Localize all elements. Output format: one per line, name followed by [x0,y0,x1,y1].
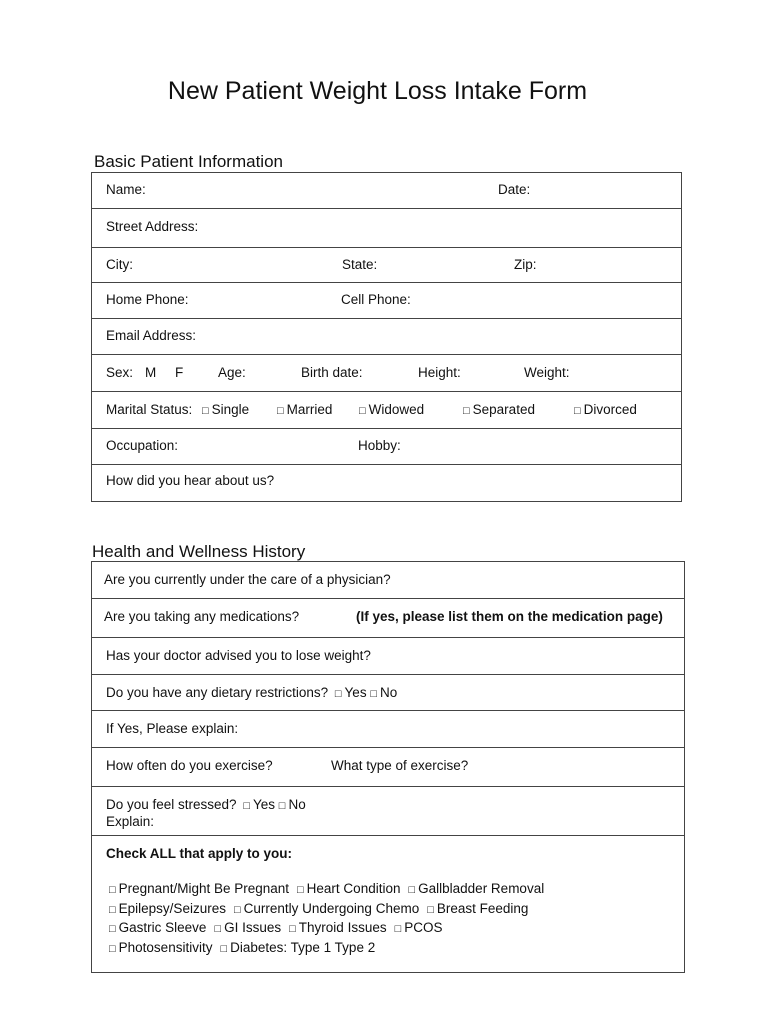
exercise-frequency-question: How often do you exercise? [106,758,273,773]
marital-option-separated[interactable] [463,402,535,419]
condition-label: PCOS [404,920,443,935]
conditions-line [109,900,552,920]
checkbox-icon[interactable]: □ [574,405,581,417]
dietary-row [92,675,684,711]
condition-option[interactable] [234,901,419,916]
condition-label: Epilepsy/Seizures [118,900,226,916]
conditions-row [92,836,684,972]
physician-question: Are you currently under the care of a physician? [104,572,391,587]
checkbox-icon[interactable]: □ [109,942,116,955]
medications-question: Are you taking any medications? [104,609,300,624]
condition-label: Gallbladder Removal [418,881,545,896]
condition-label: Thyroid Issues [298,920,387,935]
date-label: Date: [498,182,531,197]
height-label: Height: [418,365,461,380]
marital-option-widowed[interactable] [359,402,424,419]
basic-info-table [91,172,682,502]
condition-option[interactable] [427,901,528,916]
conditions-line [109,919,552,939]
checkbox-icon[interactable]: □ [109,884,116,896]
conditions-line [109,880,552,900]
checkbox-icon[interactable]: □ [220,942,228,955]
condition-label: Pregnant/Might Be Pregnant [118,881,290,896]
condition-label: GI Issues [224,920,282,935]
checkbox-icon[interactable]: □ [408,884,416,896]
basic-info-heading: Basic Patient Information [94,152,283,171]
checkbox-icon[interactable]: □ [243,800,250,812]
occupation-label: Occupation: [106,438,179,453]
sex-m-option: M [145,365,157,380]
checkbox-icon[interactable]: □ [202,405,209,417]
dietary-yes-option: Yes [344,685,367,700]
condition-label: Heart Condition [306,881,401,896]
health-history-table [91,561,685,973]
marital-row [92,392,681,429]
checkbox-icon[interactable]: □ [277,405,284,417]
checkbox-icon[interactable]: □ [109,923,116,935]
name-label: Name: [106,182,146,197]
name-row [92,173,681,209]
marital-option-label: Divorced [583,402,637,417]
zip-label: Zip: [514,257,537,272]
marital-option-label: Single [211,402,250,417]
marital-option-label: Separated [472,402,535,417]
condition-option[interactable] [220,940,375,955]
exercise-row [92,748,684,787]
checkbox-icon[interactable]: □ [297,884,304,896]
condition-label: Currently Undergoing Chemo [243,900,420,916]
physician-row [92,562,684,599]
cell-phone-label: Cell Phone: [341,292,411,307]
referral-label: How did you hear about us? [106,473,275,488]
demographics-row [92,355,681,392]
birth-date-label: Birth date: [301,365,363,380]
condition-option[interactable] [214,920,281,935]
checkbox-icon[interactable]: □ [233,903,241,916]
stress-no-option: No [288,797,306,812]
checkbox-icon[interactable]: □ [289,923,296,935]
checkbox-icon[interactable]: □ [109,903,116,916]
condition-option[interactable] [408,881,544,896]
checkbox-icon[interactable]: □ [278,800,286,812]
checkbox-icon[interactable]: □ [394,923,402,935]
condition-label: Diabetes: Type 1 Type 2 [230,939,376,955]
marital-option-single[interactable] [202,402,249,419]
medications-note: (If yes, please list them on the medication page) [356,609,663,624]
exercise-type-question: What type of exercise? [331,758,469,773]
marital-option-label: Widowed [368,402,425,417]
stress-yes-option: Yes [253,797,276,812]
checkbox-icon[interactable]: □ [214,923,222,935]
age-label: Age: [218,365,246,380]
phone-row [92,283,681,319]
checkbox-icon[interactable]: □ [334,688,342,700]
dietary-question-text: Do you have any dietary restrictions? [106,685,329,700]
marital-option-married[interactable] [277,402,332,419]
condition-label: Gastric Sleeve [118,920,207,935]
stress-question-text: Do you feel stressed? [106,797,237,812]
condition-option[interactable] [297,881,400,896]
city-row [92,248,681,283]
email-label: Email Address: [106,328,197,343]
condition-option[interactable] [109,901,226,916]
form-title: New Patient Weight Loss Intake Form [167,77,588,105]
sex-label: Sex: [106,365,134,380]
condition-option[interactable] [395,920,443,935]
condition-option[interactable] [109,940,212,955]
checkbox-icon[interactable]: □ [370,688,377,700]
street-label: Street Address: [106,219,199,234]
stress-question [106,797,306,814]
stress-row [92,787,684,836]
checkbox-icon[interactable]: □ [463,405,470,417]
condition-label: Breast Feeding [436,900,529,916]
health-history-heading: Health and Wellness History [92,542,306,561]
dietary-explain-row [92,711,684,748]
checkbox-icon[interactable]: □ [427,903,434,916]
sex-f-option: F [175,365,184,380]
hobby-label: Hobby: [358,438,401,453]
weight-label: Weight: [524,365,570,380]
condition-option[interactable] [289,920,386,935]
dietary-no-option: No [380,685,398,700]
stress-explain-label: Explain: [106,814,155,829]
marital-status-label: Marital Status: [106,402,193,417]
email-row [92,319,681,355]
street-row [92,209,681,248]
condition-option[interactable] [109,881,289,896]
marital-option-divorced[interactable] [574,402,637,419]
checkbox-icon[interactable]: □ [359,405,366,417]
dietary-explain-label: If Yes, Please explain: [106,721,239,736]
dietary-question [106,685,397,702]
condition-option[interactable] [109,920,206,935]
doctor-advised-row [92,638,684,675]
state-label: State: [342,257,378,272]
city-label: City: [106,257,133,272]
occupation-row [92,429,681,465]
marital-option-label: Married [286,402,333,417]
home-phone-label: Home Phone: [106,292,189,307]
doctor-advised-question: Has your doctor advised you to lose weight? [106,648,371,663]
medications-row [92,599,684,638]
conditions-checklist [109,880,552,958]
check-all-label: Check ALL that apply to you: [106,846,293,861]
condition-label: Photosensitivity [118,939,213,955]
referral-row [92,465,681,501]
conditions-line [109,939,552,959]
